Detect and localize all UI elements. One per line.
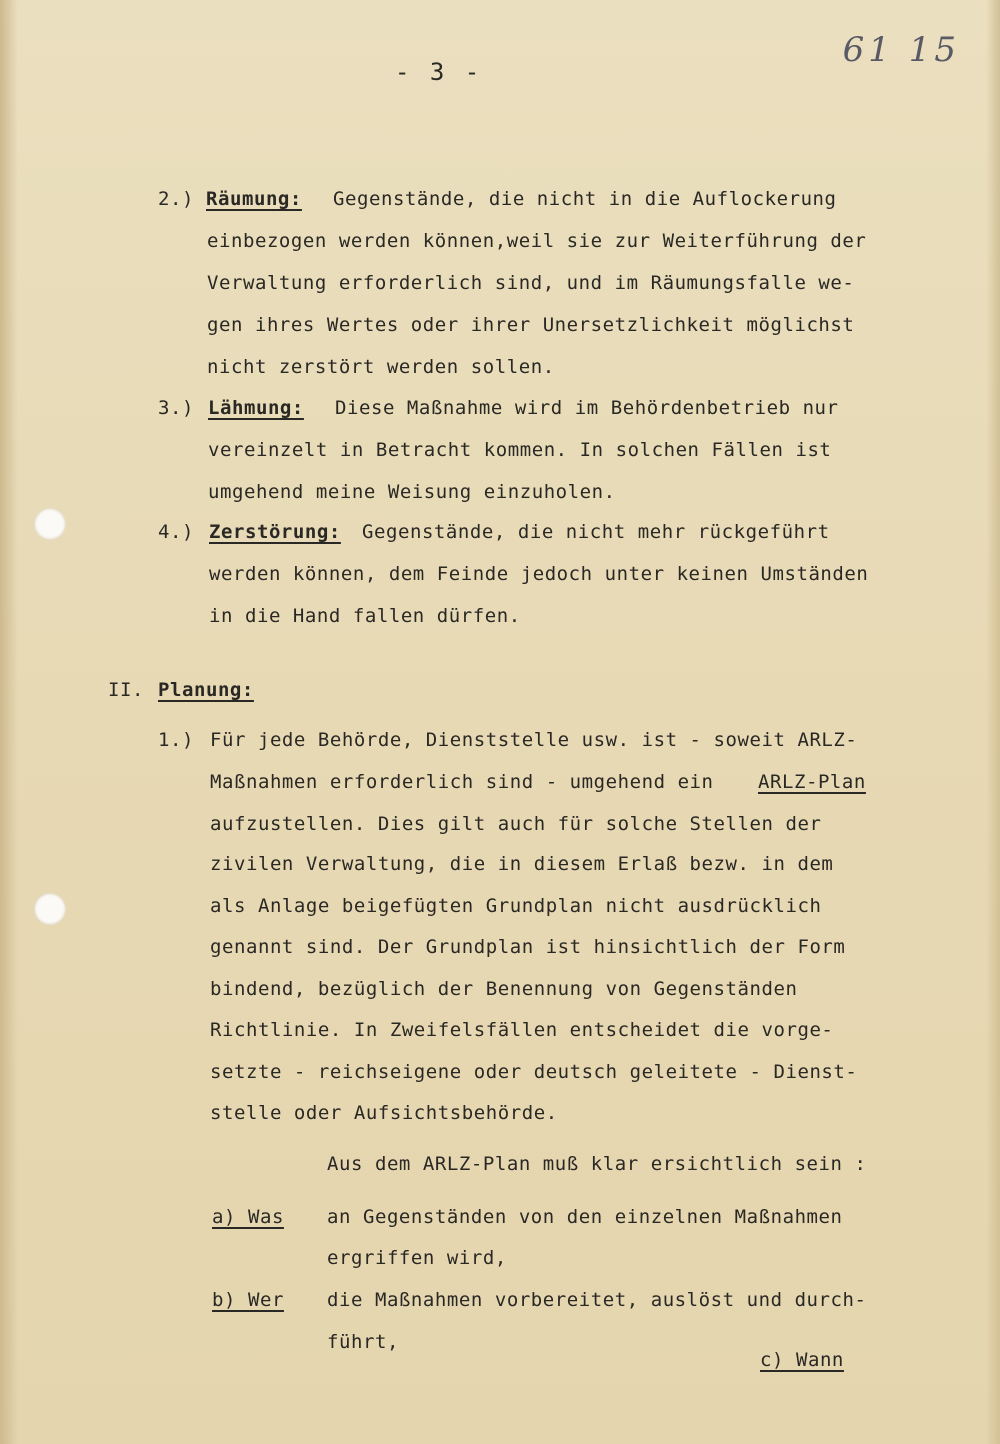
subitem-b-line-2: führt, (327, 1331, 399, 1353)
section-line-3: aufzustellen. Dies gilt auch für solche Stellen der (210, 813, 822, 835)
item-3-line-3: umgehend meine Weisung einzuholen. (208, 481, 616, 503)
section-item-1-number: 1.) (158, 729, 194, 751)
section-line-4: zivilen Verwaltung, die in diesem Erlaß bezw. in dem (210, 853, 834, 875)
item-3-title: Lähmung: (208, 397, 304, 419)
item-3-line-1: Diese Maßnahme wird im Behördenbetrieb nur (335, 397, 839, 419)
subitem-b-label: b) Wer (212, 1289, 284, 1311)
handwritten-folio-mark: 61 15 (842, 30, 960, 70)
item-4-number: 4.) (158, 521, 194, 543)
section-line-7: bindend, bezüglich der Benennung von Gegenständen (210, 978, 798, 1000)
punch-hole-bottom (34, 893, 66, 925)
item-2-number: 2.) (158, 188, 194, 210)
section-line-1: Für jede Behörde, Dienststelle usw. ist - soweit ARLZ- (210, 729, 858, 751)
subitem-a-line-1: an Gegenständen von den einzelnen Maßnahmen (327, 1206, 843, 1228)
punch-hole-top (34, 508, 66, 540)
section-line-8: Richtlinie. In Zweifelsfällen entscheidet die vorge- (210, 1019, 834, 1041)
section-line-6: genannt sind. Der Grundplan ist hinsichtlich der Form (210, 936, 846, 958)
item-4-line-1: Gegenstände, die nicht mehr rückgeführt (362, 521, 830, 543)
item-3-line-2: vereinzelt in Betracht kommen. In solchen Fällen ist (208, 439, 832, 461)
item-4-title: Zerstörung: (209, 521, 341, 543)
item-2-line-5: nicht zerstört werden sollen. (207, 356, 555, 378)
subitem-a-line-2: ergriffen wird, (327, 1247, 507, 1269)
item-2-line-4: gen ihres Wertes oder ihrer Unersetzlichkeit möglichst (207, 314, 855, 336)
section-line-2-arlz-plan: ARLZ-Plan (758, 771, 866, 793)
subitem-a-label: a) Was (212, 1206, 284, 1228)
item-4-line-3: in die Hand fallen dürfen. (209, 605, 521, 627)
item-2-title: Räumung: (206, 188, 302, 210)
page-number: - 3 - (395, 58, 483, 86)
item-4-line-2: werden können, dem Feinde jedoch unter keinen Umständen (209, 563, 869, 585)
subitem-b-line-1: die Maßnahmen vorbereitet, auslöst und durch- (327, 1289, 867, 1311)
item-2-line-1: Gegenstände, die nicht in die Auflockerung (333, 188, 837, 210)
section-line-5: als Anlage beigefügten Grundplan nicht ausdrücklich (210, 895, 822, 917)
item-2-line-2: einbezogen werden können,weil sie zur Weiterführung der (207, 230, 867, 252)
item-2-line-3: Verwaltung erforderlich sind, und im Räumungsfalle we- (207, 272, 855, 294)
item-3-number: 3.) (158, 397, 194, 419)
section-number: II. (108, 679, 144, 701)
section-intro: Aus dem ARLZ-Plan muß klar ersichtlich sein : (327, 1153, 867, 1175)
section-line-10: stelle oder Aufsichtsbehörde. (210, 1102, 558, 1124)
catchword: c) Wann (760, 1349, 844, 1371)
section-title: Planung: (158, 679, 254, 701)
section-line-2: Maßnahmen erforderlich sind - umgehend ein (210, 771, 714, 793)
section-line-9: setzte - reichseigene oder deutsch geleitete - Dienst- (210, 1061, 858, 1083)
